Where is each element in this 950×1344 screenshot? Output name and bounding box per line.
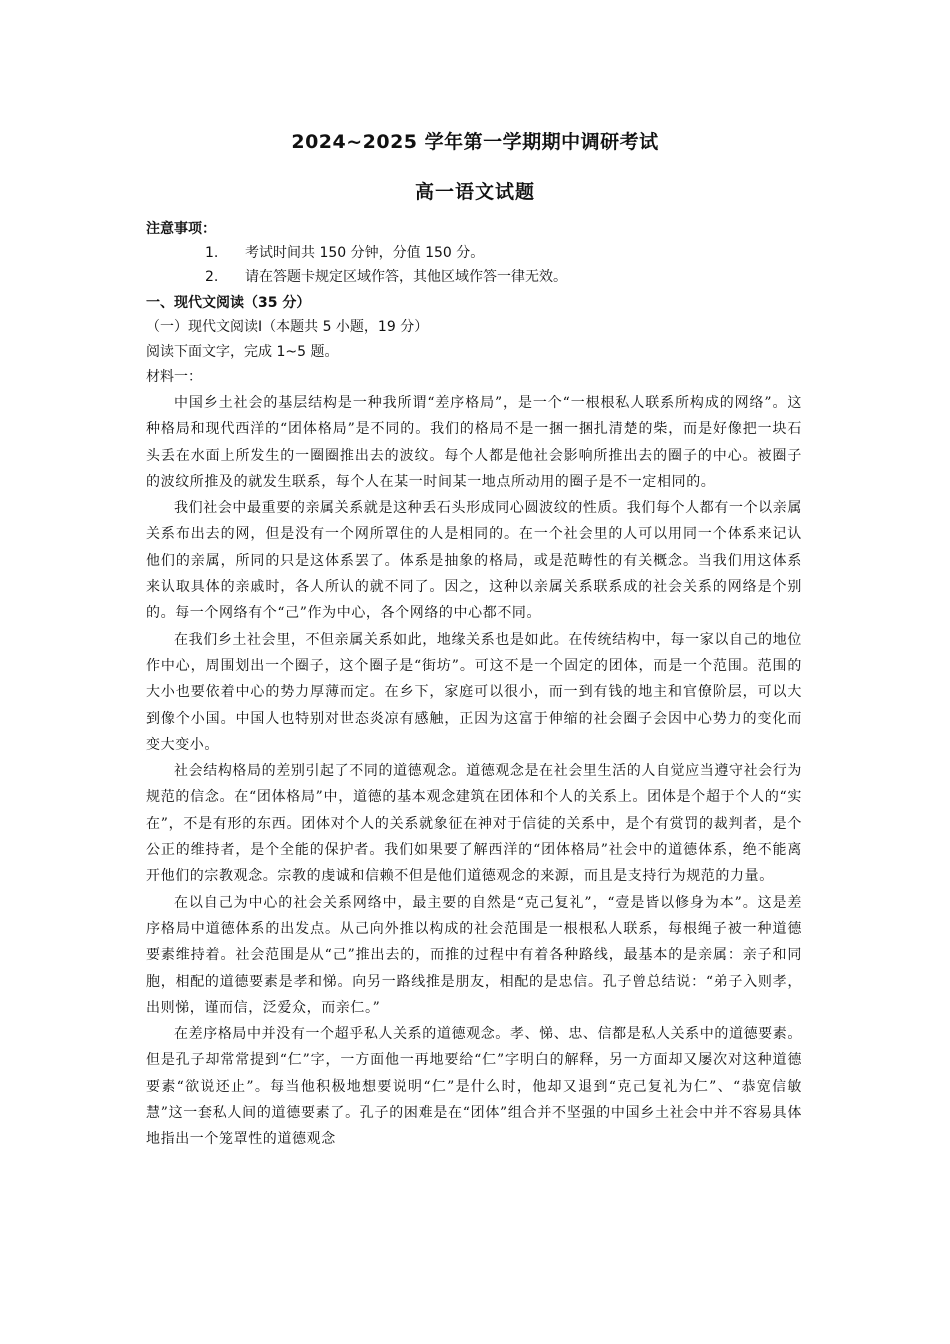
section-subheading: （一）现代文阅读Ⅰ（本题共 5 小题，19 分）	[146, 319, 429, 335]
reading-instruction: 阅读下面文字，完成 1~5 题。	[146, 344, 339, 360]
note-item	[205, 242, 484, 264]
passage-paragraph: 在差序格局中并没有一个超乎私人关系的道德观念。孝、悌、忠、信都是私人关系中的道德要素。但是孔子却常常提到“仁”字，一方面他一再地要给“仁”字明白的解释，另一方面却又屡次对这种道德要素“欲说还止”。每当他积极地想要说明“仁”是什么时，他却又退到“克己复礼为仁”、“恭宽信敏慧”这一套私人间的道德要素了。孔子的困难是在“团体”组合并不坚强的中国乡土社会中并不容易具体地指出一个笼罩性的道德观念	[146, 1026, 802, 1148]
passage-paragraph: 在我们乡土社会里，不但亲属关系如此，地缘关系也是如此。在传统结构中，每一家以自己的地位作中心，周围划出一个圈子，这个圈子是“街坊”。可这不是一个固定的团体，而是一个范围。范围的大小也要依着中心的势力厚薄而定。在乡下，家庭可以很小，而一到有钱的地主和官僚阶层，可以大到像个小国。中国人也特别对世态炎凉有感触，正因为这富于伸缩的社会圈子会因中心势力的变化而变大变小。	[146, 631, 802, 753]
note-item-text: 请在答题卡规定区域作答，其他区域作答一律无效。	[245, 269, 567, 285]
passage-paragraph: 社会结构格局的差别引起了不同的道德观念。道德观念是在社会里生活的人自觉应当遵守社会行为规范的信念。在“团体格局”中，道德的基本观念建筑在团体和个人的关系上。团体是个超于个人的“实在”，不是有形的东西。团体对个人的关系就象征在神对于信徒的关系中，是个有赏罚的裁判者，是个公正的维持者，是个全能的保护者。我们如果要了解西洋的“团体格局”社会中的道德体系，绝不能离开他们的宗教观念。宗教的虔诚和信赖不但是他们道德观念的来源，而且是支持行为规范的力量。	[146, 763, 802, 885]
exam-title: 2024~2025 学年第一学期期中调研考试	[291, 131, 659, 153]
subject-title: 高一语文试题	[414, 181, 535, 203]
passage-paragraph: 在以自己为中心的社会关系网络中，最主要的自然是“克己复礼”，“壹是皆以修身为本”。这是差序格局中道德体系的出发点。从己向外推以构成的社会范围是一根根私人联系，每根绳子被一种道德要素维持着。社会范围是从“己”推出去的，而推的过程中有着各种路线，最基本的是亲属：亲子和同胞，相配的道德要素是孝和悌。向另一路线推是朋友，相配的是忠信。孔子曾总结说：“弟子入则孝，出则悌，谨而信，泛爱众，而亲仁。”	[146, 894, 802, 1016]
notes-heading: 注意事项：	[146, 221, 216, 237]
reading-passage	[146, 390, 802, 1153]
note-item-number: 2.	[205, 269, 219, 285]
note-item	[205, 266, 567, 288]
passage-paragraph: 我们社会中最重要的亲属关系就是这种丢石头形成同心圆波纹的性质。我们每个人都有一个以亲属关系布出去的网，但是没有一个网所罩住的人是相同的。在一个社会里的人可以用同一个体系来记认他们的亲属，所同的只是这体系罢了。体系是抽象的格局，或是范畴性的有关概念。当我们用这体系来认取具体的亲戚时，各人所认的就不同了。因之，这种以亲属关系联系成的社会关系的网络是个别的。每一个网络有个“己”作为中心，各个网络的中心都不同。	[146, 500, 802, 622]
material-label: 材料一：	[146, 369, 202, 385]
note-item-number: 1.	[205, 245, 219, 261]
passage-paragraph: 中国乡土社会的基层结构是一种我所谓“差序格局”，是一个“一根根私人联系所构成的网络”。这种格局和现代西洋的“团体格局”是不同的。我们的格局不是一捆一捆扎清楚的柴，而是好像把一块石头丢在水面上所发生的一圈圈推出去的波纹。每个人都是他社会影响所推出去的圈子的中心。被圈子的波纹所推及的就发生联系，每个人在某一时间某一地点所动用的圈子是不一定相同的。	[146, 395, 802, 490]
note-item-text: 考试时间共 150 分钟，分值 150 分。	[245, 245, 485, 261]
section-heading: 一、现代文阅读（35 分）	[146, 295, 311, 311]
